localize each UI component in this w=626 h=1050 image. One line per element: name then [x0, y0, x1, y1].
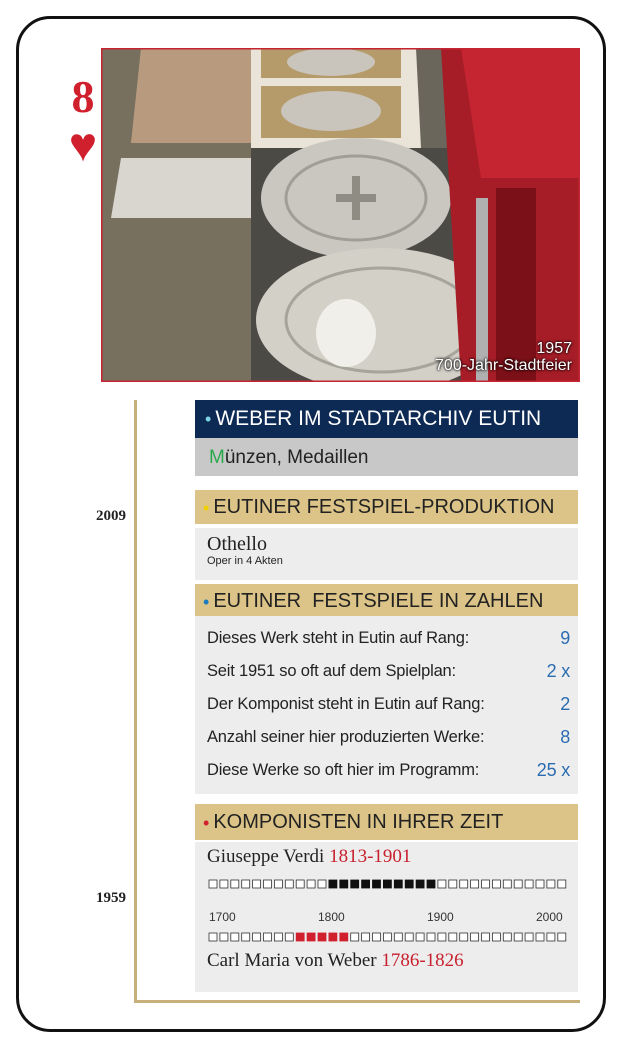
verdi-decade-cell	[405, 880, 413, 888]
verdi-decade-cell	[209, 880, 217, 888]
weber-decade-cell	[329, 933, 337, 941]
composers-header	[195, 804, 578, 840]
verdi-decade-cell	[460, 880, 468, 888]
weber-decade-cell	[285, 933, 293, 941]
timeline-line	[134, 400, 137, 1003]
composers-box	[195, 842, 578, 992]
weber-decade-cell	[307, 933, 315, 941]
verdi-decade-cell	[373, 880, 381, 888]
verdi-decade-cell	[329, 880, 337, 888]
lifespan-timeline	[195, 872, 578, 952]
card-rank: 8	[71, 71, 95, 122]
weber-decade-cell	[231, 933, 239, 941]
verdi-decade-cell	[536, 880, 544, 888]
verdi-decade-cell	[383, 880, 391, 888]
verdi-decade-cell	[307, 880, 315, 888]
weber-decade-cell	[547, 933, 555, 941]
verdi-decade-cell	[449, 880, 457, 888]
verdi-decade-cell	[558, 880, 566, 888]
stat-value: 9	[560, 628, 570, 648]
weber-decade-cell	[351, 933, 359, 941]
verdi-decade-cell	[318, 880, 326, 888]
axis-tick-label: 1700	[209, 910, 236, 924]
weber-decade-cell	[438, 933, 446, 941]
stat-label: Diese Werke so oft hier im Programm:	[207, 761, 480, 779]
bullet-icon: •	[203, 591, 210, 612]
verdi-decade-cell	[514, 880, 522, 888]
stat-label: Seit 1951 so oft auf dem Spielplan:	[207, 662, 456, 680]
stat-row	[207, 655, 570, 688]
weber-decade-cell	[525, 933, 533, 941]
timeline-base	[134, 1000, 580, 1003]
axis-tick-label: 1900	[427, 910, 454, 924]
composer-verdi	[195, 842, 578, 872]
weber-decade-cell	[296, 933, 304, 941]
verdi-decade-cell	[394, 880, 402, 888]
weber-decade-cell	[471, 933, 479, 941]
verdi-decade-cell	[264, 880, 272, 888]
photo-caption-text: 700-Jahr-Stadtfeier	[435, 357, 572, 374]
numbers-header-text: EUTINER FESTSPIELE IN ZAHLEN	[213, 590, 544, 612]
stat-value: 2 x	[546, 661, 570, 681]
axis-tick-label: 2000	[536, 910, 563, 924]
weber-decade-cell	[362, 933, 370, 941]
weber-decade-cell	[503, 933, 511, 941]
stat-row	[207, 721, 570, 754]
axis-tick-label: 1800	[318, 910, 345, 924]
composer-verdi-years: 1813-1901	[329, 846, 412, 867]
weber-decade-cell	[427, 933, 435, 941]
heart-icon: ♥	[68, 119, 98, 172]
stat-value: 2	[560, 694, 570, 714]
archive-header-text: WEBER IM STADTARCHIV EUTIN	[215, 407, 542, 430]
verdi-decade-cell	[296, 880, 304, 888]
stat-value: 8	[560, 727, 570, 747]
weber-decade-cell	[383, 933, 391, 941]
weber-decade-cell	[482, 933, 490, 941]
verdi-decade-cell	[438, 880, 446, 888]
weber-decade-cell	[253, 933, 261, 941]
composer-weber-name: Carl Maria von Weber	[207, 950, 377, 971]
verdi-decade-cell	[492, 880, 500, 888]
production-header-text: EUTINER FESTSPIEL-PRODUKTION	[213, 496, 555, 518]
stat-value: 25 x	[536, 760, 570, 780]
weber-decade-cell	[318, 933, 326, 941]
production-box	[195, 528, 578, 580]
composer-weber	[195, 946, 464, 976]
verdi-decade-cell	[471, 880, 479, 888]
verdi-decade-cell	[427, 880, 435, 888]
verdi-decade-cell	[351, 880, 359, 888]
archive-items	[195, 438, 578, 476]
verdi-decade-cell	[416, 880, 424, 888]
medal-photo	[101, 48, 580, 382]
stat-label: Der Komponist steht in Eutin auf Rang:	[207, 695, 485, 713]
production-header	[195, 490, 578, 524]
verdi-decade-cell	[525, 880, 533, 888]
verdi-decade-cell	[274, 880, 282, 888]
verdi-decade-cell	[220, 880, 228, 888]
composer-weber-years: 1786-1826	[381, 950, 464, 971]
verdi-decade-cell	[362, 880, 370, 888]
weber-decade-cell	[492, 933, 500, 941]
weber-decade-cell	[405, 933, 413, 941]
stat-label: Dieses Werk steht in Eutin auf Rang:	[207, 629, 470, 647]
weber-decade-cell	[242, 933, 250, 941]
photo-caption-year: 1957	[536, 340, 572, 357]
weber-decade-cell	[274, 933, 282, 941]
medal-photo-illustration	[101, 48, 580, 382]
verdi-decade-cell	[253, 880, 261, 888]
bullet-icon: •	[203, 812, 210, 833]
verdi-decade-cell	[242, 880, 250, 888]
verdi-decade-cell	[285, 880, 293, 888]
stat-row	[207, 754, 570, 787]
production-title: Othello	[207, 533, 267, 555]
archive-items-initial: M	[209, 447, 225, 468]
stat-row	[207, 622, 570, 655]
archive-header	[195, 400, 578, 438]
composers-header-text: KOMPONISTEN IN IHRER ZEIT	[213, 811, 504, 833]
weber-decade-cell	[340, 933, 348, 941]
weber-decade-cell	[558, 933, 566, 941]
verdi-decade-cell	[340, 880, 348, 888]
verdi-decade-cell	[482, 880, 490, 888]
numbers-header	[195, 584, 578, 618]
verdi-decade-cell	[231, 880, 239, 888]
timeline-year-2009: 2009	[96, 508, 126, 524]
production-subtitle: Oper in 4 Akten	[207, 555, 283, 567]
verdi-decade-cell	[503, 880, 511, 888]
weber-decade-cell	[209, 933, 217, 941]
bullet-icon: •	[205, 409, 212, 430]
bullet-icon: •	[203, 497, 210, 518]
verdi-decade-cell	[547, 880, 555, 888]
weber-decade-cell	[220, 933, 228, 941]
stat-row	[207, 688, 570, 721]
weber-decade-cell	[394, 933, 402, 941]
weber-decade-cell	[373, 933, 381, 941]
timeline-year-1959: 1959	[96, 890, 126, 906]
weber-decade-cell	[536, 933, 544, 941]
archive-items-text: ünzen, Medaillen	[224, 447, 369, 468]
weber-decade-cell	[514, 933, 522, 941]
weber-decade-cell	[449, 933, 457, 941]
stat-label: Anzahl seiner hier produzierten Werke:	[207, 728, 485, 746]
composer-verdi-name: Giuseppe Verdi	[207, 846, 325, 867]
numbers-box	[195, 616, 578, 794]
photo-caption	[435, 340, 572, 374]
weber-decade-cell	[264, 933, 272, 941]
weber-decade-cell	[460, 933, 468, 941]
weber-decade-cell	[416, 933, 424, 941]
